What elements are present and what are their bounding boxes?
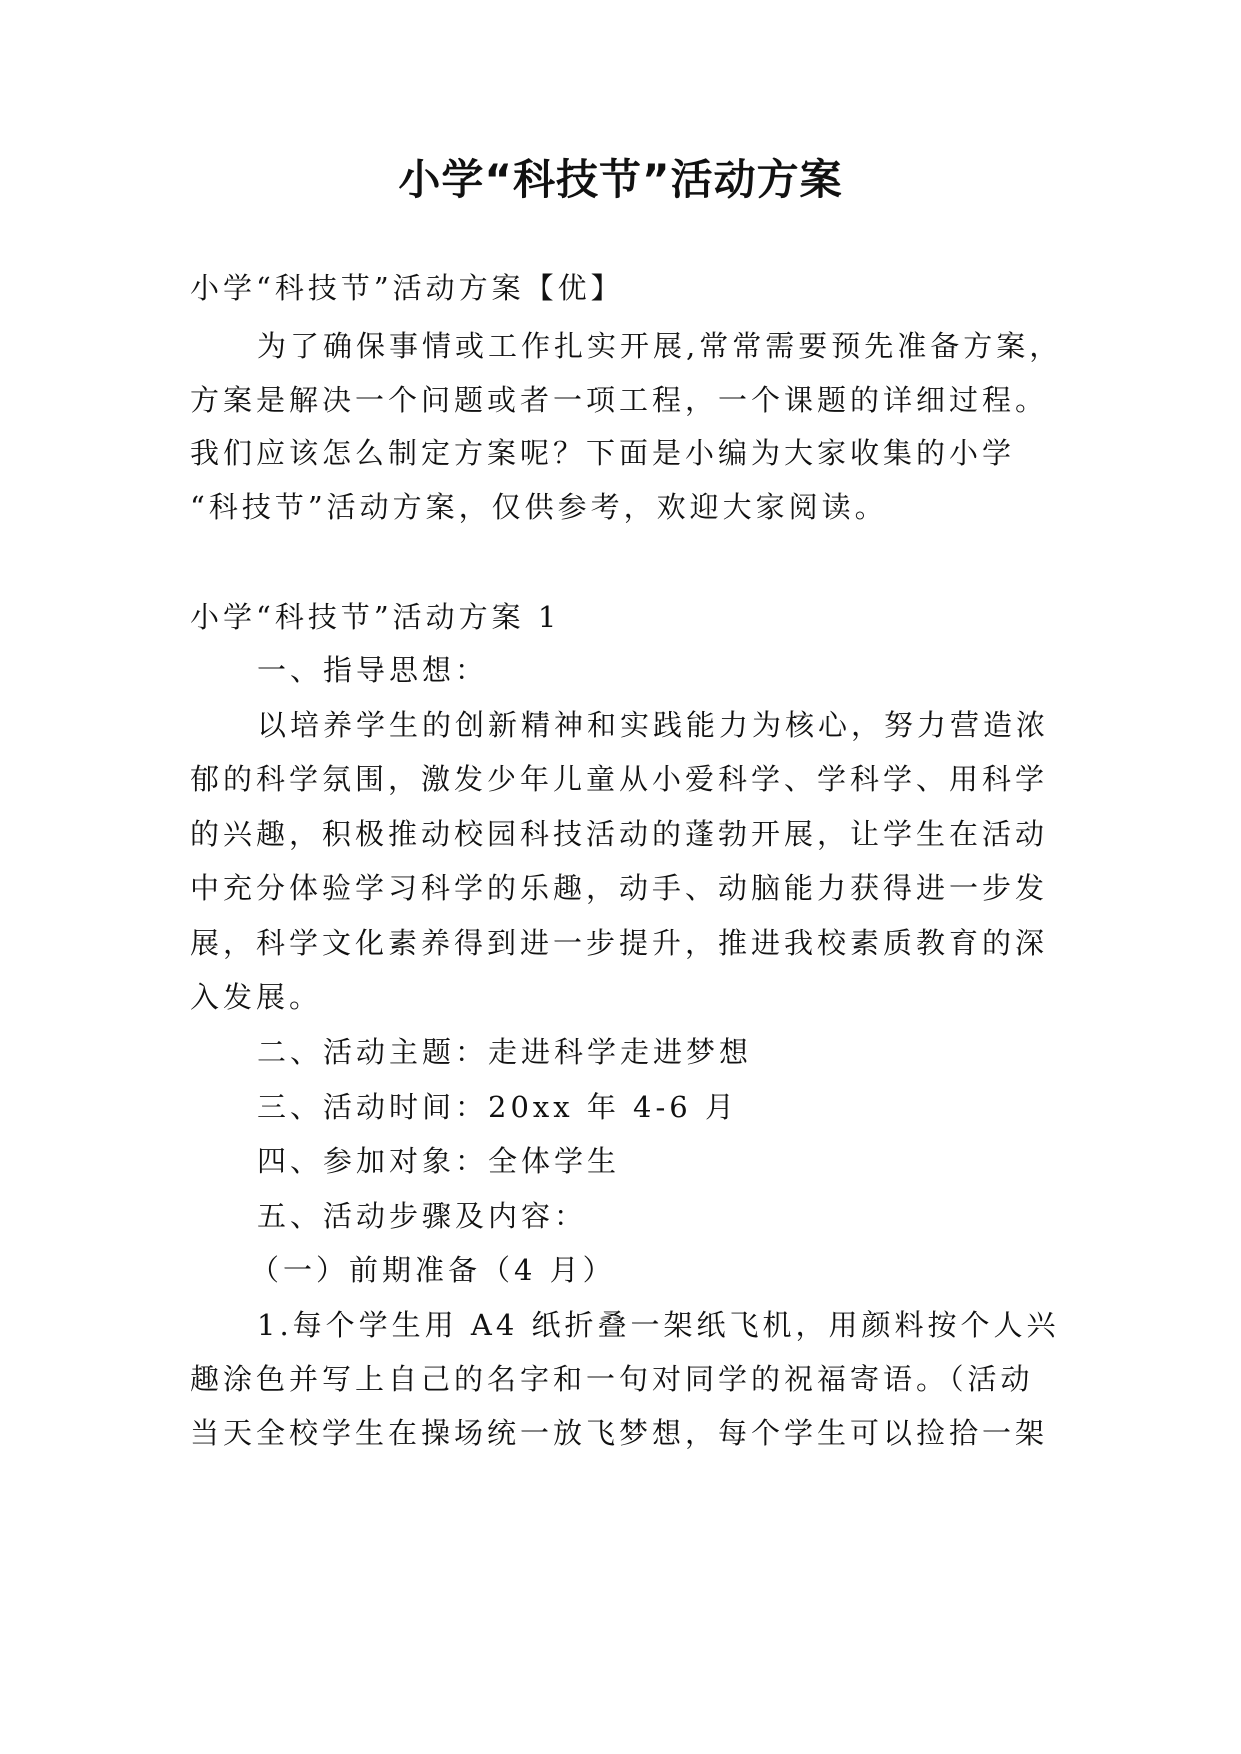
item-line: 三、活动时间：20xx 年 4-6 月 [257, 1090, 738, 1124]
body-paragraph-line: 展，科学文化素养得到进一步提升，推进我校素质教育的深 [190, 926, 1049, 960]
subtitle-line: 小学“科技节”活动方案【优】 [190, 271, 624, 305]
body-paragraph-line: 1.每个学生用 A4 纸折叠一架纸飞机，用颜料按个人兴 [257, 1308, 1060, 1342]
intro-paragraph-line: 我们应该怎么制定方案呢？下面是小编为大家收集的小学 [190, 436, 1016, 470]
body-paragraph-line: 的兴趣，积极推动校园科技活动的蓬勃开展，让学生在活动 [190, 817, 1049, 851]
section-heading: 小学“科技节”活动方案 1 [190, 600, 561, 634]
subsection-heading: （一）前期准备（4 月） [250, 1253, 616, 1287]
body-paragraph-line: 趣涂色并写上自己的名字和一句对同学的祝福寄语。（活动 [190, 1362, 1034, 1396]
item-heading: 一、指导思想： [257, 653, 489, 687]
body-paragraph-line: 当天全校学生在操场统一放飞梦想，每个学生可以捡拾一架 [190, 1416, 1049, 1450]
body-paragraph-line: 郁的科学氛围，激发少年儿童从小爱科学、学科学、用科学 [190, 762, 1049, 796]
intro-paragraph-line: 方案是解决一个问题或者一项工程，一个课题的详细过程。 [190, 383, 1049, 417]
body-paragraph-line: 入发展。 [190, 980, 323, 1014]
item-line: 五、活动步骤及内容： [257, 1199, 588, 1233]
document-title: 小学“科技节”活动方案 [398, 155, 843, 204]
intro-paragraph-line: 为了确保事情或工作扎实开展,常常需要预先准备方案， [257, 329, 1063, 363]
intro-paragraph-line: “科技节”活动方案，仅供参考，欢迎大家阅读。 [190, 490, 888, 524]
body-paragraph-line: 以培养学生的创新精神和实践能力为核心，努力营造浓 [257, 708, 1050, 742]
item-line: 二、活动主题：走进科学走进梦想 [257, 1035, 753, 1069]
item-line: 四、参加对象：全体学生 [257, 1144, 621, 1178]
body-paragraph-line: 中充分体验学习科学的乐趣，动手、动脑能力获得进一步发 [190, 871, 1049, 905]
